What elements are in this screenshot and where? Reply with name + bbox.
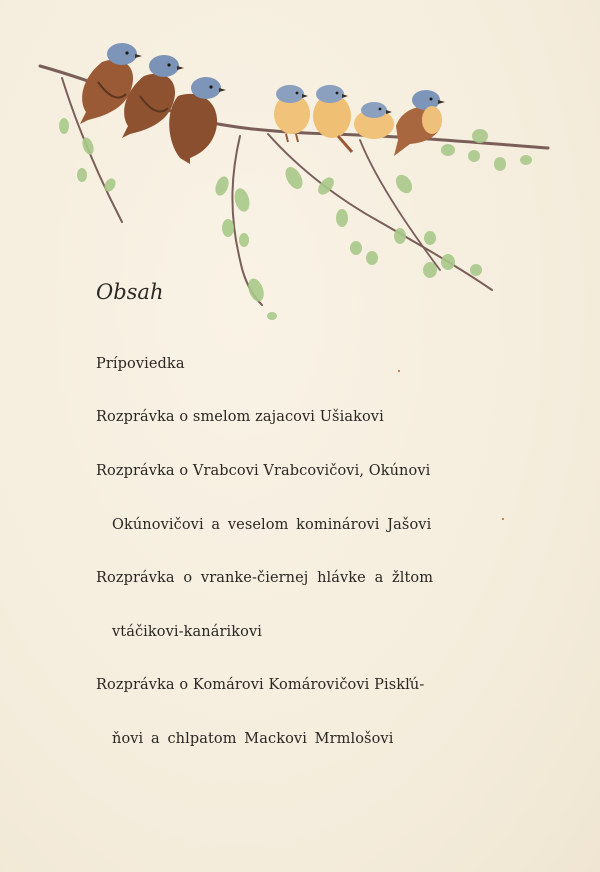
paper-speck <box>398 370 400 372</box>
toc-entry: Prípoviedka <box>96 356 185 372</box>
page-title: Obsah <box>96 280 164 304</box>
paper-speck <box>502 518 504 520</box>
chick <box>354 102 394 139</box>
toc-entry: Rozprávka o Komárovi Komárovičovi Piskľú- <box>96 677 425 693</box>
toc-entry-continuation: ňovi a chlpatom Mackovi Mrmlošovi <box>112 731 394 747</box>
toc-entry-continuation: Okúnovičovi a veselom kominárovi Jašovi <box>112 517 432 533</box>
toc-entry: Rozprávka o vranke-čiernej hlávke a žltom <box>96 570 434 586</box>
sparrow <box>394 90 445 156</box>
chick <box>313 85 352 152</box>
sparrow <box>169 77 226 164</box>
toc-entry-continuation: vtáčikovi-kanárikovi <box>112 624 262 640</box>
toc-entry: Rozprávka o smelom zajacovi Ušiakovi <box>96 409 384 425</box>
toc-entry: Rozprávka o Vrabcovi Vrabcovičovi, Okúnovi <box>96 463 431 479</box>
birds-on-branch-illustration <box>0 0 600 330</box>
